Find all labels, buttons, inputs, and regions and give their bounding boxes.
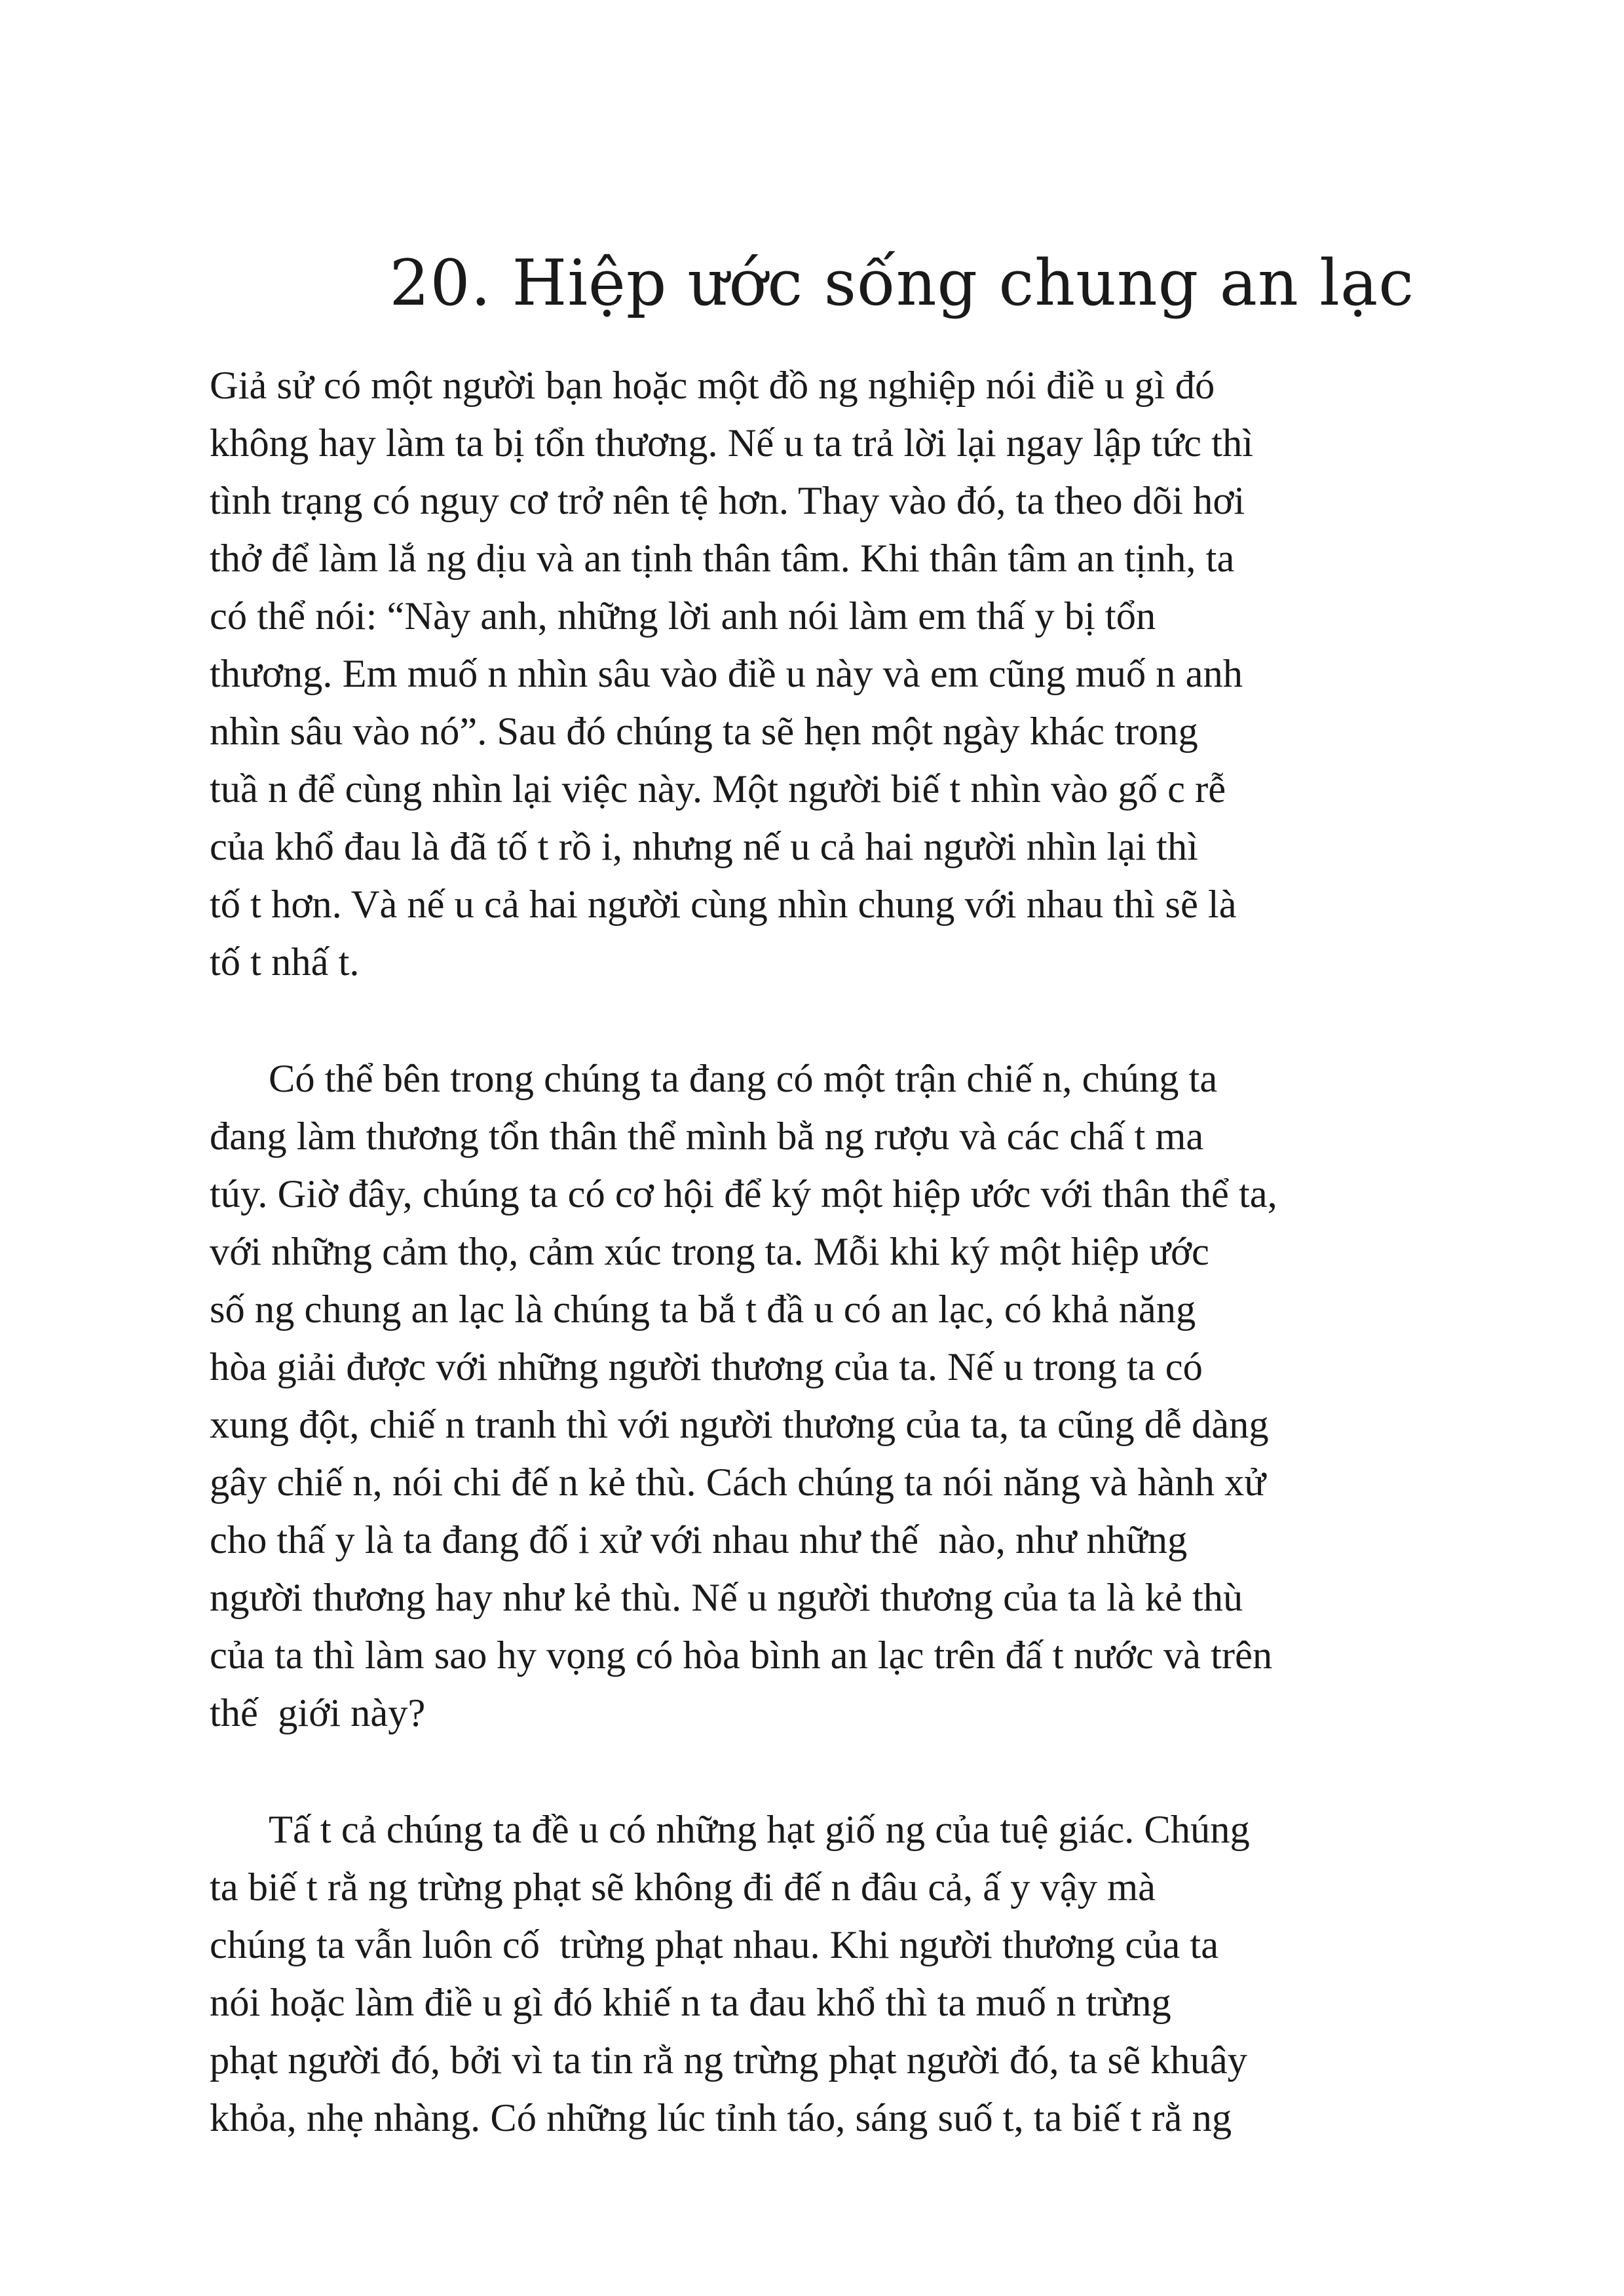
text-line: thế giới này? (210, 1691, 426, 1735)
text-line: nói hoặc làm điề u gì đó khiế n ta đau khổ thì ta muố n trừng (210, 1981, 1171, 2025)
text-line: không hay làm ta bị tổn thương. Nế u ta trả lời lại ngay lập tức thì (210, 421, 1253, 465)
text-line: thương. Em muố n nhìn sâu vào điề u này và em cũng muố n anh (210, 652, 1243, 696)
text-line: túy. Giờ đây, chúng ta có cơ hội để ký một hiệp ước với thân thể ta, (210, 1172, 1277, 1216)
text-line: nhìn sâu vào nó”. Sau đó chúng ta sẽ hẹn một ngày khác trong (210, 710, 1198, 754)
text-line: của ta thì làm sao hy vọng có hòa bình an lạc trên đấ t nước và trên (210, 1634, 1273, 1677)
text-line: của khổ đau là đã tố t rồ i, nhưng nế u cả hai người nhìn lại thì (210, 825, 1198, 869)
text-line: hòa giải được với những người thương của ta. Nế u trong ta có (210, 1345, 1203, 1389)
paragraph-1 (210, 357, 1422, 991)
text-line: tình trạng có nguy cơ trở nên tệ hơn. Thay vào đó, ta theo dõi hơi (210, 479, 1245, 523)
paragraph-2 (210, 1050, 1422, 1742)
chapter-body (210, 357, 1422, 2206)
text-line: có thể nói: “Này anh, những lời anh nói làm em thấ y bị tổn (210, 594, 1156, 638)
text-line: tố t hơn. Và nế u cả hai người cùng nhìn chung với nhau thì sẽ là (210, 883, 1237, 927)
text-line: khỏa, nhẹ nhàng. Có những lúc tỉnh táo, sáng suố t, ta biế t rằ ng (210, 2096, 1232, 2140)
text-line: người thương hay như kẻ thù. Nế u người thương của ta là kẻ thù (210, 1576, 1243, 1620)
chapter-title: 20. Hiệp ước sống chung an lạc (389, 246, 1414, 320)
text-line: phạt người đó, bởi vì ta tin rằ ng trừng phạt người đó, ta sẽ khuây (210, 2038, 1247, 2082)
text-line: ta biế t rằ ng trừng phạt sẽ không đi đế n đâu cả, ấ y vậy mà (210, 1866, 1156, 1909)
text-line: tuầ n để cùng nhìn lại việc này. Một người biế t nhìn vào gố c rễ (210, 767, 1226, 811)
text-line: số ng chung an lạc là chúng ta bắ t đầ u có an lạc, có khả năng (210, 1288, 1196, 1331)
text-line: Có thể bên trong chúng ta đang có một trận chiế n, chúng ta (269, 1057, 1218, 1101)
text-line: Tấ t cả chúng ta đề u có những hạt giố ng của tuệ giác. Chúng (269, 1808, 1250, 1852)
text-line: cho thấ y là ta đang đố i xử với nhau như thế nào, như những (210, 1518, 1188, 1562)
text-line: xung đột, chiế n tranh thì với người thương của ta, ta cũng dễ dàng (210, 1403, 1269, 1447)
text-line: Giả sử có một người bạn hoặc một đồ ng nghiệp nói điề u gì đó (210, 364, 1215, 408)
text-line: với những cảm thọ, cảm xúc trong ta. Mỗi khi ký một hiệp ước (210, 1230, 1209, 1274)
text-line: chúng ta vẫn luôn cố trừng phạt nhau. Khi người thương của ta (210, 1923, 1219, 1967)
paragraph-3 (210, 1801, 1422, 2147)
text-line: đang làm thương tổn thân thể mình bằ ng rượu và các chấ t ma (210, 1115, 1204, 1158)
text-line: gây chiế n, nói chi đế n kẻ thù. Cách chúng ta nói năng và hành xử (210, 1461, 1266, 1504)
text-line: tố t nhấ t. (210, 940, 360, 984)
text-line: thở để làm lắ ng dịu và an tịnh thân tâm. Khi thân tâm an tịnh, ta (210, 537, 1235, 581)
